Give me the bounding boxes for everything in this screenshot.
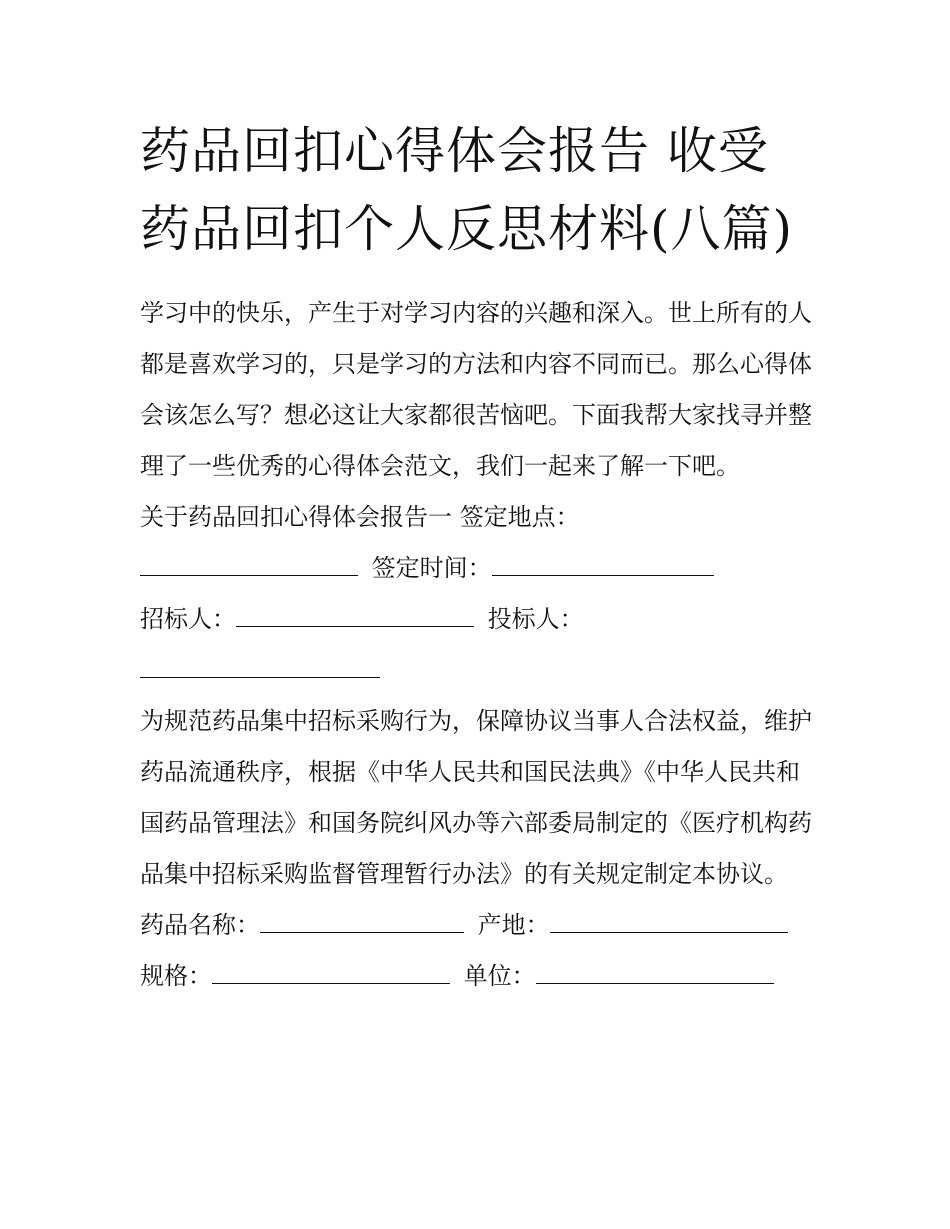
document-title: 药品回扣心得体会报告 收受药品回扣个人反思材料(八篇) [140, 122, 794, 258]
document-body [140, 112, 812, 1002]
origin-label: 产地： [477, 911, 550, 939]
sign-time-blank [492, 555, 714, 576]
sign-place-blank [140, 555, 358, 576]
unit-blank [536, 963, 774, 984]
tenderer-blank [236, 606, 474, 627]
bidder-blank [140, 657, 380, 678]
bidder-blank-line [140, 645, 812, 696]
sign-time-line [140, 543, 812, 594]
bidder-label: 投标人： [487, 605, 584, 633]
section-heading: 关于药品回扣心得体会报告一 签定地点： [140, 503, 580, 531]
spec-label: 规格： [140, 962, 212, 990]
sign-time-label: 签定时间： [371, 554, 492, 582]
drug-name-line [140, 900, 812, 951]
spec-line [140, 951, 812, 1002]
tender-line [140, 594, 812, 645]
origin-blank [550, 912, 788, 933]
intro-paragraph: 学习中的快乐，产生于对学习内容的兴趣和深入。世上所有的人都是喜欢学习的，只是学习的方法和内容不同而已。那么心得体会该怎么写？想必这让大家都很苦恼吧。下面我帮大家找寻并整理了一些优秀的心得体会范文，我们一起来了解一下吧。 [140, 299, 812, 480]
agreement-paragraph: 为规范药品集中招标采购行为，保障协议当事人合法权益，维护药品流通秩序，根据《中华人民共和国民法典》《中华人民共和国药品管理法》和国务院纠风办等六部委局制定的《医疗机构药品集中招标采购监督管理暂行办法》的有关规定制定本协议。 [140, 707, 812, 888]
spec-blank [212, 963, 450, 984]
drug-name-blank [260, 912, 464, 933]
drug-name-label: 药品名称： [140, 911, 260, 939]
unit-label: 单位： [463, 962, 536, 990]
tenderer-label: 招标人： [140, 605, 236, 633]
